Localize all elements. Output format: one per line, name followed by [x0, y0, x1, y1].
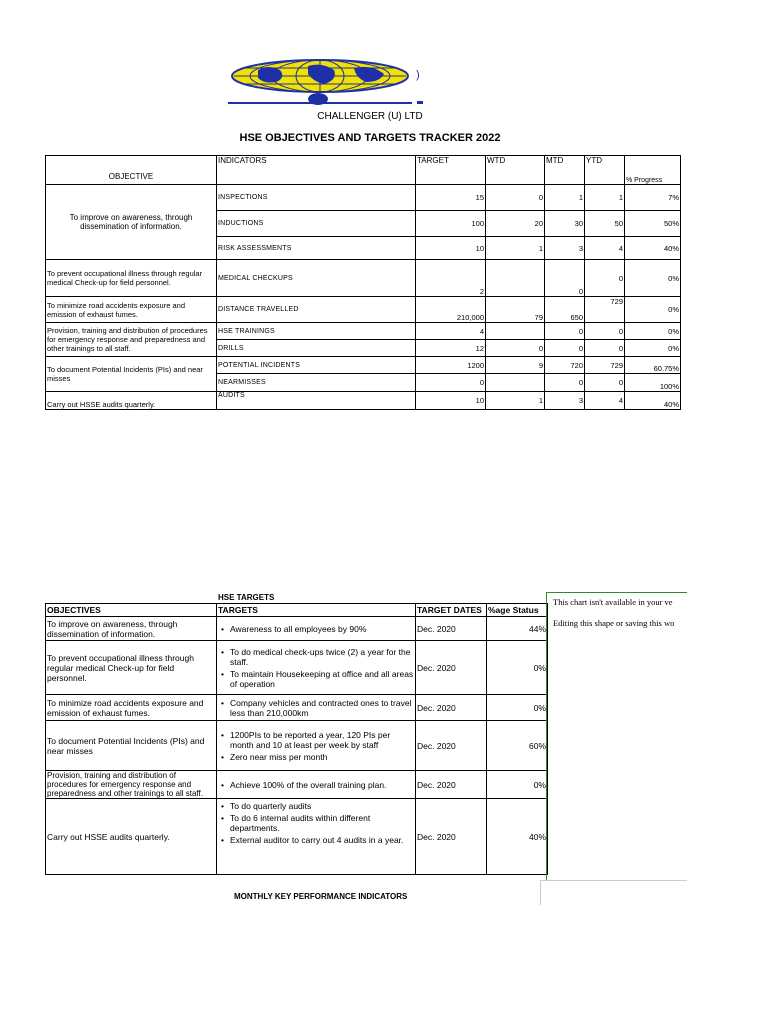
target-cell: 210,000	[416, 297, 486, 323]
target-cell: 100	[416, 211, 486, 237]
wtd-cell	[486, 374, 545, 392]
page-title: HSE OBJECTIVES AND TARGETS TRACKER 2022	[239, 132, 501, 144]
date-cell: Dec. 2020	[416, 799, 487, 875]
progress-cell: 0%	[625, 340, 681, 357]
indicator-cell: DRILLS	[217, 340, 416, 357]
target-item: • To maintain Housekeeping at office and all areas of operation	[230, 669, 414, 689]
objective-cell: To minimize road accidents exposure and emission of exhaust fumes.	[46, 695, 217, 721]
status-header: %age Status	[487, 604, 548, 617]
table-row	[46, 260, 681, 297]
table-row	[46, 641, 548, 695]
target-cell: 4	[416, 323, 486, 340]
target-item: • To do 6 internal audits within different departments.	[230, 813, 414, 833]
mtd-cell: 720	[545, 357, 585, 374]
ytd-cell: 0	[585, 374, 625, 392]
targets-cell	[217, 695, 416, 721]
targets-cell	[217, 771, 416, 799]
wtd-cell	[486, 323, 545, 340]
company-name: CHALLENGER (U) LTD	[317, 111, 423, 122]
wtd-cell: 9	[486, 357, 545, 374]
objective-cell: To document Potential Incidents (PIs) and near misses	[46, 357, 217, 392]
table-row	[46, 799, 548, 875]
objective-cell: To improve on awareness, through dissemination of information.	[46, 617, 217, 641]
wtd-cell: 0	[486, 185, 545, 211]
date-cell: Dec. 2020	[416, 721, 487, 771]
target-item: • Awareness to all employees by 90%	[230, 624, 414, 634]
objective-cell: Provision, training and distribution of procedures for emergency response and preparedness and other trainings to all staff.	[46, 323, 217, 357]
targets-header-row	[46, 604, 548, 617]
tracker-header-row	[46, 156, 681, 185]
target-dates-header: TARGET DATES	[416, 604, 487, 617]
target-cell: 0	[416, 374, 486, 392]
targets-cell	[217, 721, 416, 771]
ytd-cell: 1	[585, 185, 625, 211]
target-item: • To do medical check-ups twice (2) a year for the staff.	[230, 647, 414, 667]
target-item: • Company vehicles and contracted ones to travel less than 210,000km	[230, 698, 414, 718]
target-item: • External auditor to carry out 4 audits in a year.	[230, 835, 414, 845]
table-row	[46, 771, 548, 799]
indicator-cell: DISTANCE TRAVELLED	[217, 297, 416, 323]
chart-unavailable-text: This chart isn't available in your ve	[553, 597, 673, 607]
mtd-cell: 30	[545, 211, 585, 237]
mtd-cell: 3	[545, 237, 585, 260]
target-cell: 2	[416, 260, 486, 297]
indicator-cell: MEDICAL CHECKUPS	[217, 260, 416, 297]
progress-cell: 40%	[625, 237, 681, 260]
table-row	[46, 323, 681, 340]
kpi-title: MONTHLY KEY PERFORMANCE INDICATORS	[234, 892, 408, 901]
date-cell: Dec. 2020	[416, 617, 487, 641]
ytd-cell: 0	[585, 340, 625, 357]
indicator-cell: INSPECTIONS	[217, 185, 416, 211]
target-item: • To do quarterly audits	[230, 801, 414, 811]
ytd-cell: 0	[585, 323, 625, 340]
table-row	[46, 695, 548, 721]
mtd-cell: 0	[545, 323, 585, 340]
mtd-cell: 1	[545, 185, 585, 211]
progress-cell: 60.75%	[625, 357, 681, 374]
progress-cell: 0%	[625, 323, 681, 340]
objective-cell: To prevent occupational illness through regular medical Check-up for field personnel.	[46, 641, 217, 695]
table-row	[46, 357, 681, 374]
date-cell: Dec. 2020	[416, 641, 487, 695]
indicator-cell: HSE TRAININGS	[217, 323, 416, 340]
targets-table	[45, 603, 548, 875]
targets-cell	[217, 617, 416, 641]
ytd-cell: 729	[585, 357, 625, 374]
wtd-cell: 0	[486, 340, 545, 357]
progress-header: % Progress	[625, 156, 681, 185]
indicator-cell: POTENTIAL INCIDENTS	[217, 357, 416, 374]
status-cell: 60%	[487, 721, 548, 771]
status-cell: 0%	[487, 641, 548, 695]
target-cell: 15	[416, 185, 486, 211]
table-row	[46, 617, 548, 641]
target-cell: 10	[416, 237, 486, 260]
progress-cell: 100%	[625, 374, 681, 392]
table-row	[46, 297, 681, 323]
wtd-cell: 1	[486, 237, 545, 260]
objective-cell: Provision, training and distribution of procedures for emergency response and preparedness and other trainings to all staff.	[46, 771, 217, 799]
kpi-chart-placeholder	[540, 880, 687, 905]
progress-cell: 0%	[625, 260, 681, 297]
wtd-cell	[486, 260, 545, 297]
ytd-cell: 0	[585, 260, 625, 297]
mtd-header: MTD	[545, 156, 585, 185]
targets-cell	[217, 799, 416, 875]
table-row	[46, 721, 548, 771]
chart-editing-text: Editing this shape or saving this wo	[553, 618, 675, 628]
ytd-cell: 4	[585, 237, 625, 260]
indicator-cell: INDUCTIONS	[217, 211, 416, 237]
target-cell: 10	[416, 392, 486, 410]
objective-cell: To prevent occupational illness through regular medical Check-up for field personnel.	[46, 260, 217, 297]
indicator-cell: NEARMISSES	[217, 374, 416, 392]
target-item: • Zero near miss per month	[230, 752, 414, 762]
targets-cell	[217, 641, 416, 695]
objective-cell: To improve on awareness, through dissemination of information.	[46, 185, 217, 260]
targets-title: HSE TARGETS	[218, 593, 275, 602]
mtd-cell: 0	[545, 374, 585, 392]
tracker-table	[45, 155, 681, 410]
target-item: • Achieve 100% of the overall training plan.	[230, 780, 414, 790]
objective-header: OBJECTIVE	[46, 156, 217, 185]
target-item: • 1200PIs to be reported a year, 120 PIs per month and 10 at least per week by staff	[230, 730, 414, 750]
status-cell: 40%	[487, 799, 548, 875]
target-header: TARGET	[416, 156, 486, 185]
mtd-cell: 0	[545, 260, 585, 297]
progress-cell: 40%	[625, 392, 681, 410]
svg-text:): )	[416, 69, 420, 81]
mtd-cell: 3	[545, 392, 585, 410]
indicator-cell: RISK ASSESSMENTS	[217, 237, 416, 260]
status-cell: 44%	[487, 617, 548, 641]
objective-cell: To minimize road accidents exposure and emission of exhaust fumes.	[46, 297, 217, 323]
wtd-cell: 79	[486, 297, 545, 323]
ytd-header: YTD	[585, 156, 625, 185]
indicator-cell: AUDITS	[217, 392, 416, 410]
date-cell: Dec. 2020	[416, 771, 487, 799]
objective-cell: Carry out HSSE audits quarterly.	[46, 799, 217, 875]
chart-placeholder	[546, 592, 687, 881]
table-row	[46, 185, 681, 211]
wtd-header: WTD	[486, 156, 545, 185]
objective-cell: Carry out HSSE audits quarterly.	[46, 392, 217, 410]
targets-header: TARGETS	[217, 604, 416, 617]
date-cell: Dec. 2020	[416, 695, 487, 721]
status-cell: 0%	[487, 695, 548, 721]
objectives-header: OBJECTIVES	[46, 604, 217, 617]
mtd-cell: 0	[545, 340, 585, 357]
company-logo	[228, 58, 428, 108]
wtd-cell: 1	[486, 392, 545, 410]
ytd-cell: 50	[585, 211, 625, 237]
progress-cell: 50%	[625, 211, 681, 237]
indicators-header: INDICATORS	[217, 156, 416, 185]
wtd-cell: 20	[486, 211, 545, 237]
ytd-cell: 729	[585, 297, 625, 323]
target-cell: 12	[416, 340, 486, 357]
objective-cell: To document Potential Incidents (PIs) and near misses	[46, 721, 217, 771]
table-row	[46, 392, 681, 410]
ytd-cell: 4	[585, 392, 625, 410]
target-cell: 1200	[416, 357, 486, 374]
progress-cell: 0%	[625, 297, 681, 323]
status-cell: 0%	[487, 771, 548, 799]
mtd-cell: 650	[545, 297, 585, 323]
progress-cell: 7%	[625, 185, 681, 211]
